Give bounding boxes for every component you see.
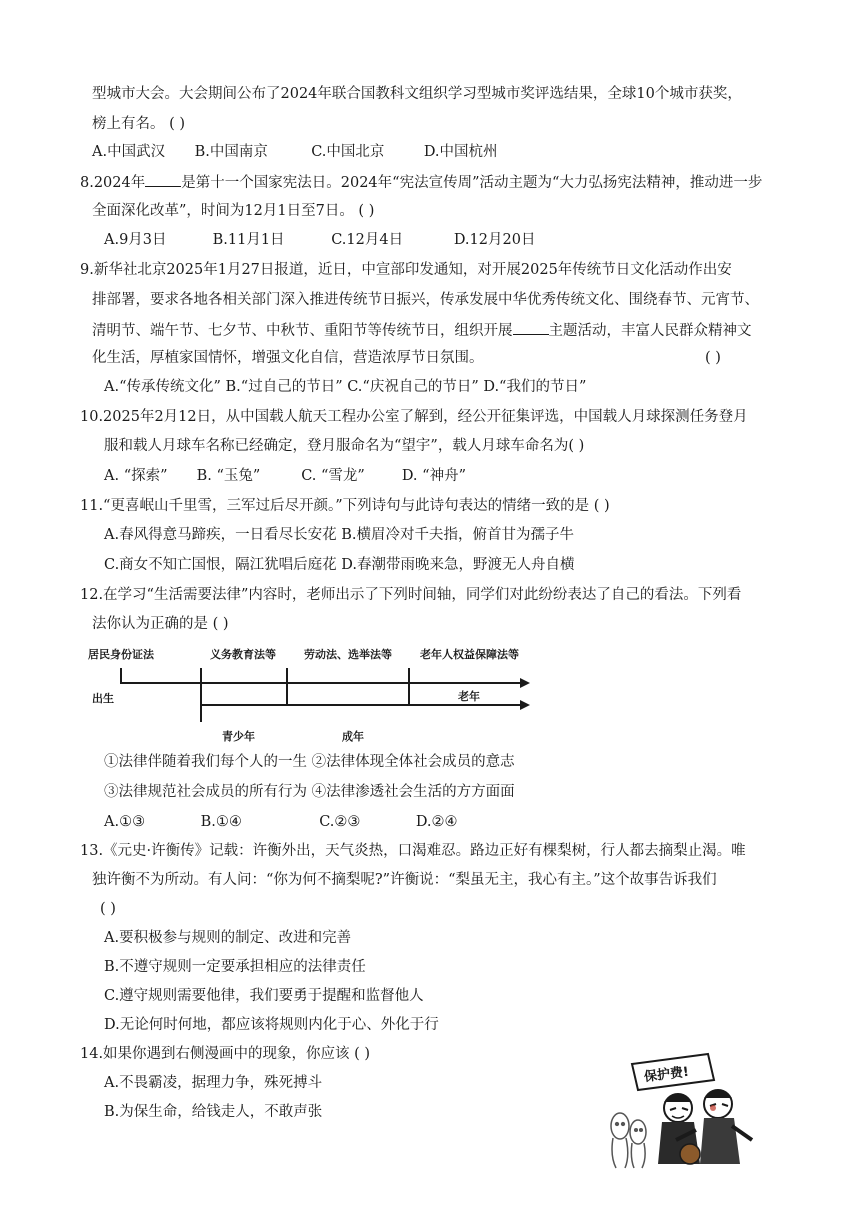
timeline-tick-adult bbox=[286, 668, 288, 706]
q8-option-d: D.12月20日 bbox=[453, 232, 536, 248]
timeline-label-id-card-law: 居民身份证法 bbox=[88, 648, 154, 661]
q8-line1 bbox=[80, 171, 762, 193]
q7-options bbox=[92, 142, 498, 162]
bullying-cartoon-image bbox=[600, 1046, 770, 1172]
q10-option-b: B. “玉兔” bbox=[196, 468, 261, 484]
q8-option-b: B.11月1日 bbox=[212, 232, 285, 248]
q9-options: A.“传承传统文化” B.“过自己的节日” C.“庆祝自己的节日” D.“我们的节日” bbox=[104, 379, 587, 395]
q13-option-b: B.不遵守规则一定要承担相应的法律责任 bbox=[104, 959, 366, 975]
q10-option-a: A. “探索” bbox=[104, 468, 168, 484]
q11-options-cd: C.商女不知亡国恨，隔江犹唱后庭花 D.春潮带雨晚来急，野渡无人舟自横 bbox=[104, 557, 575, 573]
timeline-tick-youth bbox=[200, 668, 202, 722]
q8-option-a: A.9月3日 bbox=[104, 232, 167, 248]
timeline-label-labor-election-law: 劳动法、选举法等 bbox=[304, 648, 392, 661]
q13-line1: 13.《元史·许衡传》记载：许衡外出，天气炎热，口渴难忍。路边正好有棵梨树，行人都去摘梨止渴。唯 bbox=[80, 843, 746, 859]
q7-option-c: C.中国北京 bbox=[311, 144, 385, 160]
q10-line2: 服和载人月球车名称已经确定，登月服命名为“望宇”，载人月球车命名为( ) bbox=[104, 438, 585, 454]
q10-option-d: D. “神舟” bbox=[401, 468, 466, 484]
q8-lead: 8.2024年 bbox=[80, 175, 146, 191]
q13-option-c: C.遵守规则需要他律，我们要勇于提醒和监督他人 bbox=[104, 988, 424, 1004]
q9-line1: 9.新华社北京2025年1月27日报道，近日，中宣部印发通知，对开展2025年传统节日文化活动作出安 bbox=[80, 262, 732, 278]
q12-line2: 法你认为正确的是 ( ) bbox=[92, 616, 229, 632]
q8-option-c: C.12月4日 bbox=[331, 232, 404, 248]
q8-options bbox=[104, 230, 535, 250]
q7-option-d: D.中国杭州 bbox=[423, 144, 498, 160]
q14-option-b: B.为保生命，给钱走人，不敢声张 bbox=[104, 1104, 323, 1120]
q10-line1: 10.2025年2月12日，从中国载人航天工程办公室了解到，经公开征集评选，中国载人月球探测任务登月 bbox=[80, 409, 748, 425]
q9-line3-a: 清明节、端午节、七夕节、中秋节、重阳节等传统节日，组织开展 bbox=[92, 323, 513, 339]
timeline-label-old-age: 老年 bbox=[458, 690, 480, 703]
timeline-lower-arrow bbox=[520, 700, 530, 710]
q11-options-ab: A.春风得意马蹄疾，一日看尽长安花 B.横眉冷对千夫指，俯首甘为孺子牛 bbox=[104, 527, 574, 543]
q10-options bbox=[104, 466, 466, 486]
q8-blank bbox=[145, 171, 181, 187]
q9-line3 bbox=[92, 319, 752, 341]
q12-statements-3-4: ③法律规范社会成员的所有行为 ④法律渗透社会生活的方方面面 bbox=[104, 784, 515, 800]
q13-option-d: D.无论何时何地，都应该将规则内化于心、外化于行 bbox=[104, 1017, 439, 1033]
q7-option-a: A.中国武汉 bbox=[92, 144, 166, 160]
q13-option-a: A.要积极参与规则的制定、改进和完善 bbox=[104, 930, 352, 946]
timeline-tick-old-age bbox=[408, 668, 410, 706]
q8-line2: 全面深化改革”，时间为12月1日至7日。 ( ) bbox=[92, 203, 375, 219]
q7-text-line1: 型城市大会。大会期间公布了2024年联合国教科文组织学习型城市奖评选结果，全球10个城市获奖， bbox=[92, 86, 742, 102]
cartoon-sign bbox=[632, 1054, 714, 1090]
timeline-label-elderly-rights-law: 老年人权益保障法等 bbox=[420, 648, 519, 661]
cartoon-bullies bbox=[658, 1090, 752, 1164]
q9-line3-b: 主题活动，丰富人民群众精神文 bbox=[548, 323, 752, 339]
timeline-label-compulsory-education-law: 义务教育法等 bbox=[210, 648, 276, 661]
q13-answer-paren: ( ) bbox=[100, 901, 116, 917]
q9-answer-paren: ( ) bbox=[705, 350, 721, 366]
q7-text-line2: 榜上有名。 ( ) bbox=[92, 116, 186, 132]
timeline-tick-birth bbox=[120, 668, 122, 684]
q12-option-c: C.②③ bbox=[319, 814, 361, 830]
timeline-label-adult: 成年 bbox=[342, 730, 364, 743]
q9-line2: 排部署，要求各地各相关部门深入推进传统节日振兴，传承发展中华优秀传统文化、围绕春节、元宵节、 bbox=[92, 292, 759, 308]
q9-line4: 化生活，厚植家国情怀，增强文化自信，营造浓厚节日氛围。 bbox=[92, 350, 484, 366]
q11-line1: 11.“更喜岷山千里雪，三军过后尽开颜。”下列诗句与此诗句表达的情绪一致的是 ( ) bbox=[80, 498, 610, 514]
timeline-upper-axis bbox=[120, 682, 520, 684]
q12-statements-1-2: ①法律伴随着我们每个人的一生 ②法律体现全体社会成员的意志 bbox=[104, 754, 515, 770]
timeline-lower-axis bbox=[200, 704, 520, 706]
q7-option-b: B.中国南京 bbox=[194, 144, 268, 160]
law-timeline-figure bbox=[88, 642, 538, 750]
cartoon-victims bbox=[611, 1113, 646, 1168]
timeline-label-birth: 出生 bbox=[92, 692, 114, 705]
q14-line1: 14.如果你遇到右侧漫画中的现象，你应该 ( ) bbox=[80, 1046, 371, 1062]
q12-option-b: B.①④ bbox=[200, 814, 242, 830]
timeline-upper-arrow bbox=[520, 678, 530, 688]
q12-option-d: D.②④ bbox=[415, 814, 458, 830]
q8-stem: 是第十一个国家宪法日。2024年“宪法宣传周”活动主题为“大力弘扬宪法精神，推动进一步 bbox=[181, 175, 763, 191]
q14-option-a: A.不畏霸凌，据理力争，殊死搏斗 bbox=[104, 1075, 323, 1091]
q10-option-c: C. “雪龙” bbox=[301, 468, 365, 484]
q9-blank bbox=[513, 319, 549, 335]
q12-line1: 12.在学习“生活需要法律”内容时，老师出示了下列时间轴，同学们对此纷纷表达了自己的看法。下列看 bbox=[80, 587, 742, 603]
timeline-label-youth: 青少年 bbox=[222, 730, 255, 743]
q13-line2: 独许衡不为所动。有人问：“你为何不摘梨呢?”许衡说：“梨虽无主，我心有主。”这个故事告诉我们 bbox=[92, 872, 717, 888]
q12-options bbox=[104, 812, 458, 832]
cartoon-sign-text: 保护费! bbox=[643, 1064, 690, 1086]
q12-option-a: A.①③ bbox=[104, 814, 146, 830]
